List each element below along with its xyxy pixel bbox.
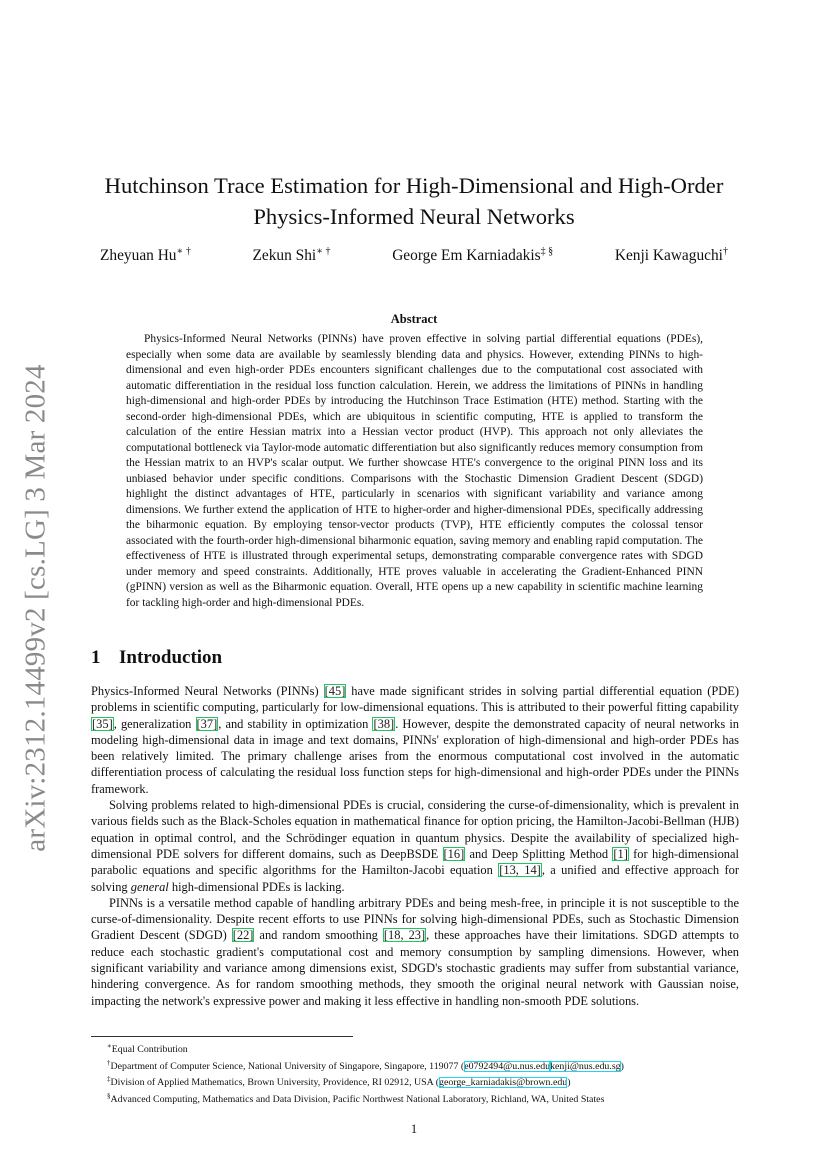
footnote-text: )	[567, 1077, 571, 1089]
footnote	[91, 1073, 751, 1090]
emphasis: general	[130, 879, 169, 894]
footnotes	[91, 1040, 751, 1106]
footnote-text: Advanced Computing, Mathematics and Data Division, Pacific Northwest National Laboratory, Richland, WA, United States	[110, 1093, 605, 1105]
author	[615, 246, 728, 268]
footnote-mark: ‡	[107, 1075, 111, 1084]
title-line-1: Hutchinson Trace Estimation for High-Dimensional and High-Order	[104, 173, 724, 198]
author	[100, 246, 191, 268]
author-list	[100, 246, 728, 268]
footnote-mark: ∗	[107, 1042, 112, 1050]
author-affiliation-marks: †	[722, 246, 728, 257]
citation-link[interactable]: [16]	[443, 846, 465, 861]
author-affiliation-marks: ‡ §	[540, 246, 554, 257]
text-run: and Deep Splitting Method	[465, 846, 613, 861]
paragraph	[91, 683, 739, 797]
citation-link[interactable]: [38]	[373, 716, 395, 731]
author-affiliation-marks: ∗ †	[316, 246, 331, 257]
page-number: 1	[410, 1122, 418, 1136]
citation-link[interactable]: [45]	[324, 684, 346, 698]
footnote-text: Division of Applied Mathematics, Brown University, Providence, RI 02912, USA (	[110, 1077, 439, 1089]
email-link[interactable]: kenji@nus.edu.sg	[550, 1060, 621, 1072]
footnote-text: )	[620, 1060, 624, 1072]
section-number: 1	[91, 647, 101, 668]
paper-title	[60, 170, 768, 232]
paragraph	[91, 797, 739, 895]
footnote-mark: †	[107, 1058, 111, 1067]
footnote-text: Equal Contribution	[111, 1044, 188, 1055]
text-run: , generalization	[113, 716, 196, 731]
abstract-text: Physics-Informed Neural Networks (PINNs) have proven effective in solving partial differential equations (PDEs), especially when some data are available by seamlessly blending data and physics. However, extending PINNs to high-dimensional and even high-order PDEs encounters significant challenges due to the computational cost associated with automatic differentiation in the residual loss function calculation. Herein, we address the limitations of PINNs in handling high-dimensional and high-order PDEs by introducing the Hutchinson Trace Estimation (HTE) method. Starting with the second-order high-dimensional PDEs, which are ubiquitous in scientific computing, HTE is applied to transform the calculation of the entire Hessian matrix into a Hessian vector product (HVP). This approach not only alleviates the computational bottleneck via Taylor-mode automatic differentiation but also significantly reduces memory consumption from the Hessian matrix to an HVP's scalar output. We further showcase HTE's convergence to the original PINN loss and its unbiased behavior under specific conditions. Comparisons with the Stochastic Dimension Gradient Descent (SDGD) highlight the distinct advantages of HTE, particularly in scenarios with significant variability and variance among dimensions. We further extend the application of HTE to higher-order and higher-dimensional PDEs, specifically addressing the biharmonic equation. By employing tensor-vector products (TVP), HTE efficiently computes the colossal tensor associated with the fourth-order high-dimensional biharmonic equation, saving memory and enabling rapid computation. The effectiveness of HTE is illustrated through experimental setups, demonstrating comparable convergence rates with SDGD under memory and speed constraints. Additionally, HTE proves valuable in accelerating the Gradient-Enhanced PINN (gPINN) version as well as the Biharmonic equation. Overall, HTE opens up a new capability in scientific machine learning for tackling high-order and high-dimensional PDEs.	[126, 333, 703, 609]
citation-link[interactable]: [37]	[196, 716, 218, 731]
citation-link[interactable]: [1]	[613, 846, 628, 861]
abstract-heading: Abstract	[390, 312, 438, 326]
citation-link[interactable]: [35]	[92, 716, 113, 731]
footnote	[91, 1057, 751, 1074]
footnote-text: Department of Computer Science, National University of Singapore, Singapore, 119077 (	[110, 1060, 465, 1072]
citation-link[interactable]: [13, 14]	[499, 863, 541, 878]
footnote-mark: §	[107, 1091, 111, 1100]
text-run: , a unified and effective approach for solving	[91, 863, 739, 894]
text-run: and random smoothing	[254, 928, 383, 943]
title-line-2: Physics-Informed Neural Networks	[253, 204, 575, 229]
footnote	[91, 1040, 751, 1057]
section-title: Introduction	[119, 647, 223, 668]
text-run: high-dimensional PDEs is lacking.	[168, 879, 345, 894]
text-run: , and stability in optimization	[218, 716, 373, 731]
footnote	[91, 1090, 751, 1107]
email-link[interactable]: e0792494@u.nus.edu	[464, 1060, 551, 1072]
citation-link[interactable]: [22]	[232, 928, 254, 943]
text-run: Solving problems related to high-dimensional PDEs is crucial, considering the curse-of-dimensionality, which is prevalent in various fields such as the Black-Scholes equation in mathematical finance for option pricing, the Hamilton-Jacobi-Bellman (HJB) equation in optimal control, and the Schrödinger equation in quantum physics. Despite the availability of specialized high-dimensional PDE solvers for different domains, such as DeepBSDE	[91, 798, 739, 861]
author-name: Zheyuan Hu	[100, 247, 177, 264]
text-run: for high-dimensional parabolic equations and specific algorithms for the Hamilton-Jacobi equation	[91, 846, 739, 878]
email-link[interactable]: george_karniadakis@brown.edu	[439, 1077, 568, 1089]
text-run: Physics-Informed Neural Networks (PINNs)	[91, 684, 324, 698]
body-text	[91, 683, 739, 1009]
text-run: have made significant strides in solving partial differential equation (PDE) problems in scientific computing, particularly for low-dimensional equations. This is attributed to their powerful fitting capability	[91, 684, 739, 715]
text-run: , these approaches have their limitations. SDGD attempts to reduce each stochastic gradient's computational cost and memory consumption by sampling dimensions. However, when significant variability and variance among dimensions exist, SDGD's stochastic gradients may suffer from substantial variance, hindering convergence. As for random smoothing methods, they smooth the original neural network with Gaussian noise, impacting the network's expressive power and making it less effective in handling non-smooth PDE solutions.	[91, 928, 739, 1008]
paragraph	[91, 895, 739, 1009]
footnote-rule	[91, 1036, 353, 1037]
arxiv-side-stamp	[14, 364, 58, 852]
arxiv-identifier: arXiv:2312.14499v2 [cs.LG] 3 Mar 2024	[19, 364, 52, 852]
text-run: PINNs is a versatile method capable of handling arbitrary PDEs and being mesh-free, in principle it is not susceptible to the curse-of-dimensionality. Despite recent efforts to use PINNs for solving high-dimensional PDEs, such as Stochastic Dimension Gradient Descent (SDGD)	[91, 895, 739, 943]
author-name: Zekun Shi	[252, 247, 317, 264]
author	[253, 246, 331, 268]
text-run: . However, despite the demonstrated capacity of neural networks in modeling high-dimensional data in image and text domains, PINNs' exploration of high-dimensional and high-order PDEs has been relatively limited. The primary challenge arises from the enormous computational cost involved in the automatic differentiation process of calculating the residual loss function steps for high-dimensional and high-order PDEs under the PINNs framework.	[91, 716, 739, 796]
author-name: George Em Karniadakis	[392, 247, 541, 264]
author	[392, 246, 553, 268]
author-name: Kenji Kawaguchi	[614, 247, 723, 264]
author-affiliation-marks: ∗ †	[176, 246, 191, 257]
section-heading	[91, 647, 222, 669]
citation-link[interactable]: [18, 23]	[383, 928, 426, 943]
